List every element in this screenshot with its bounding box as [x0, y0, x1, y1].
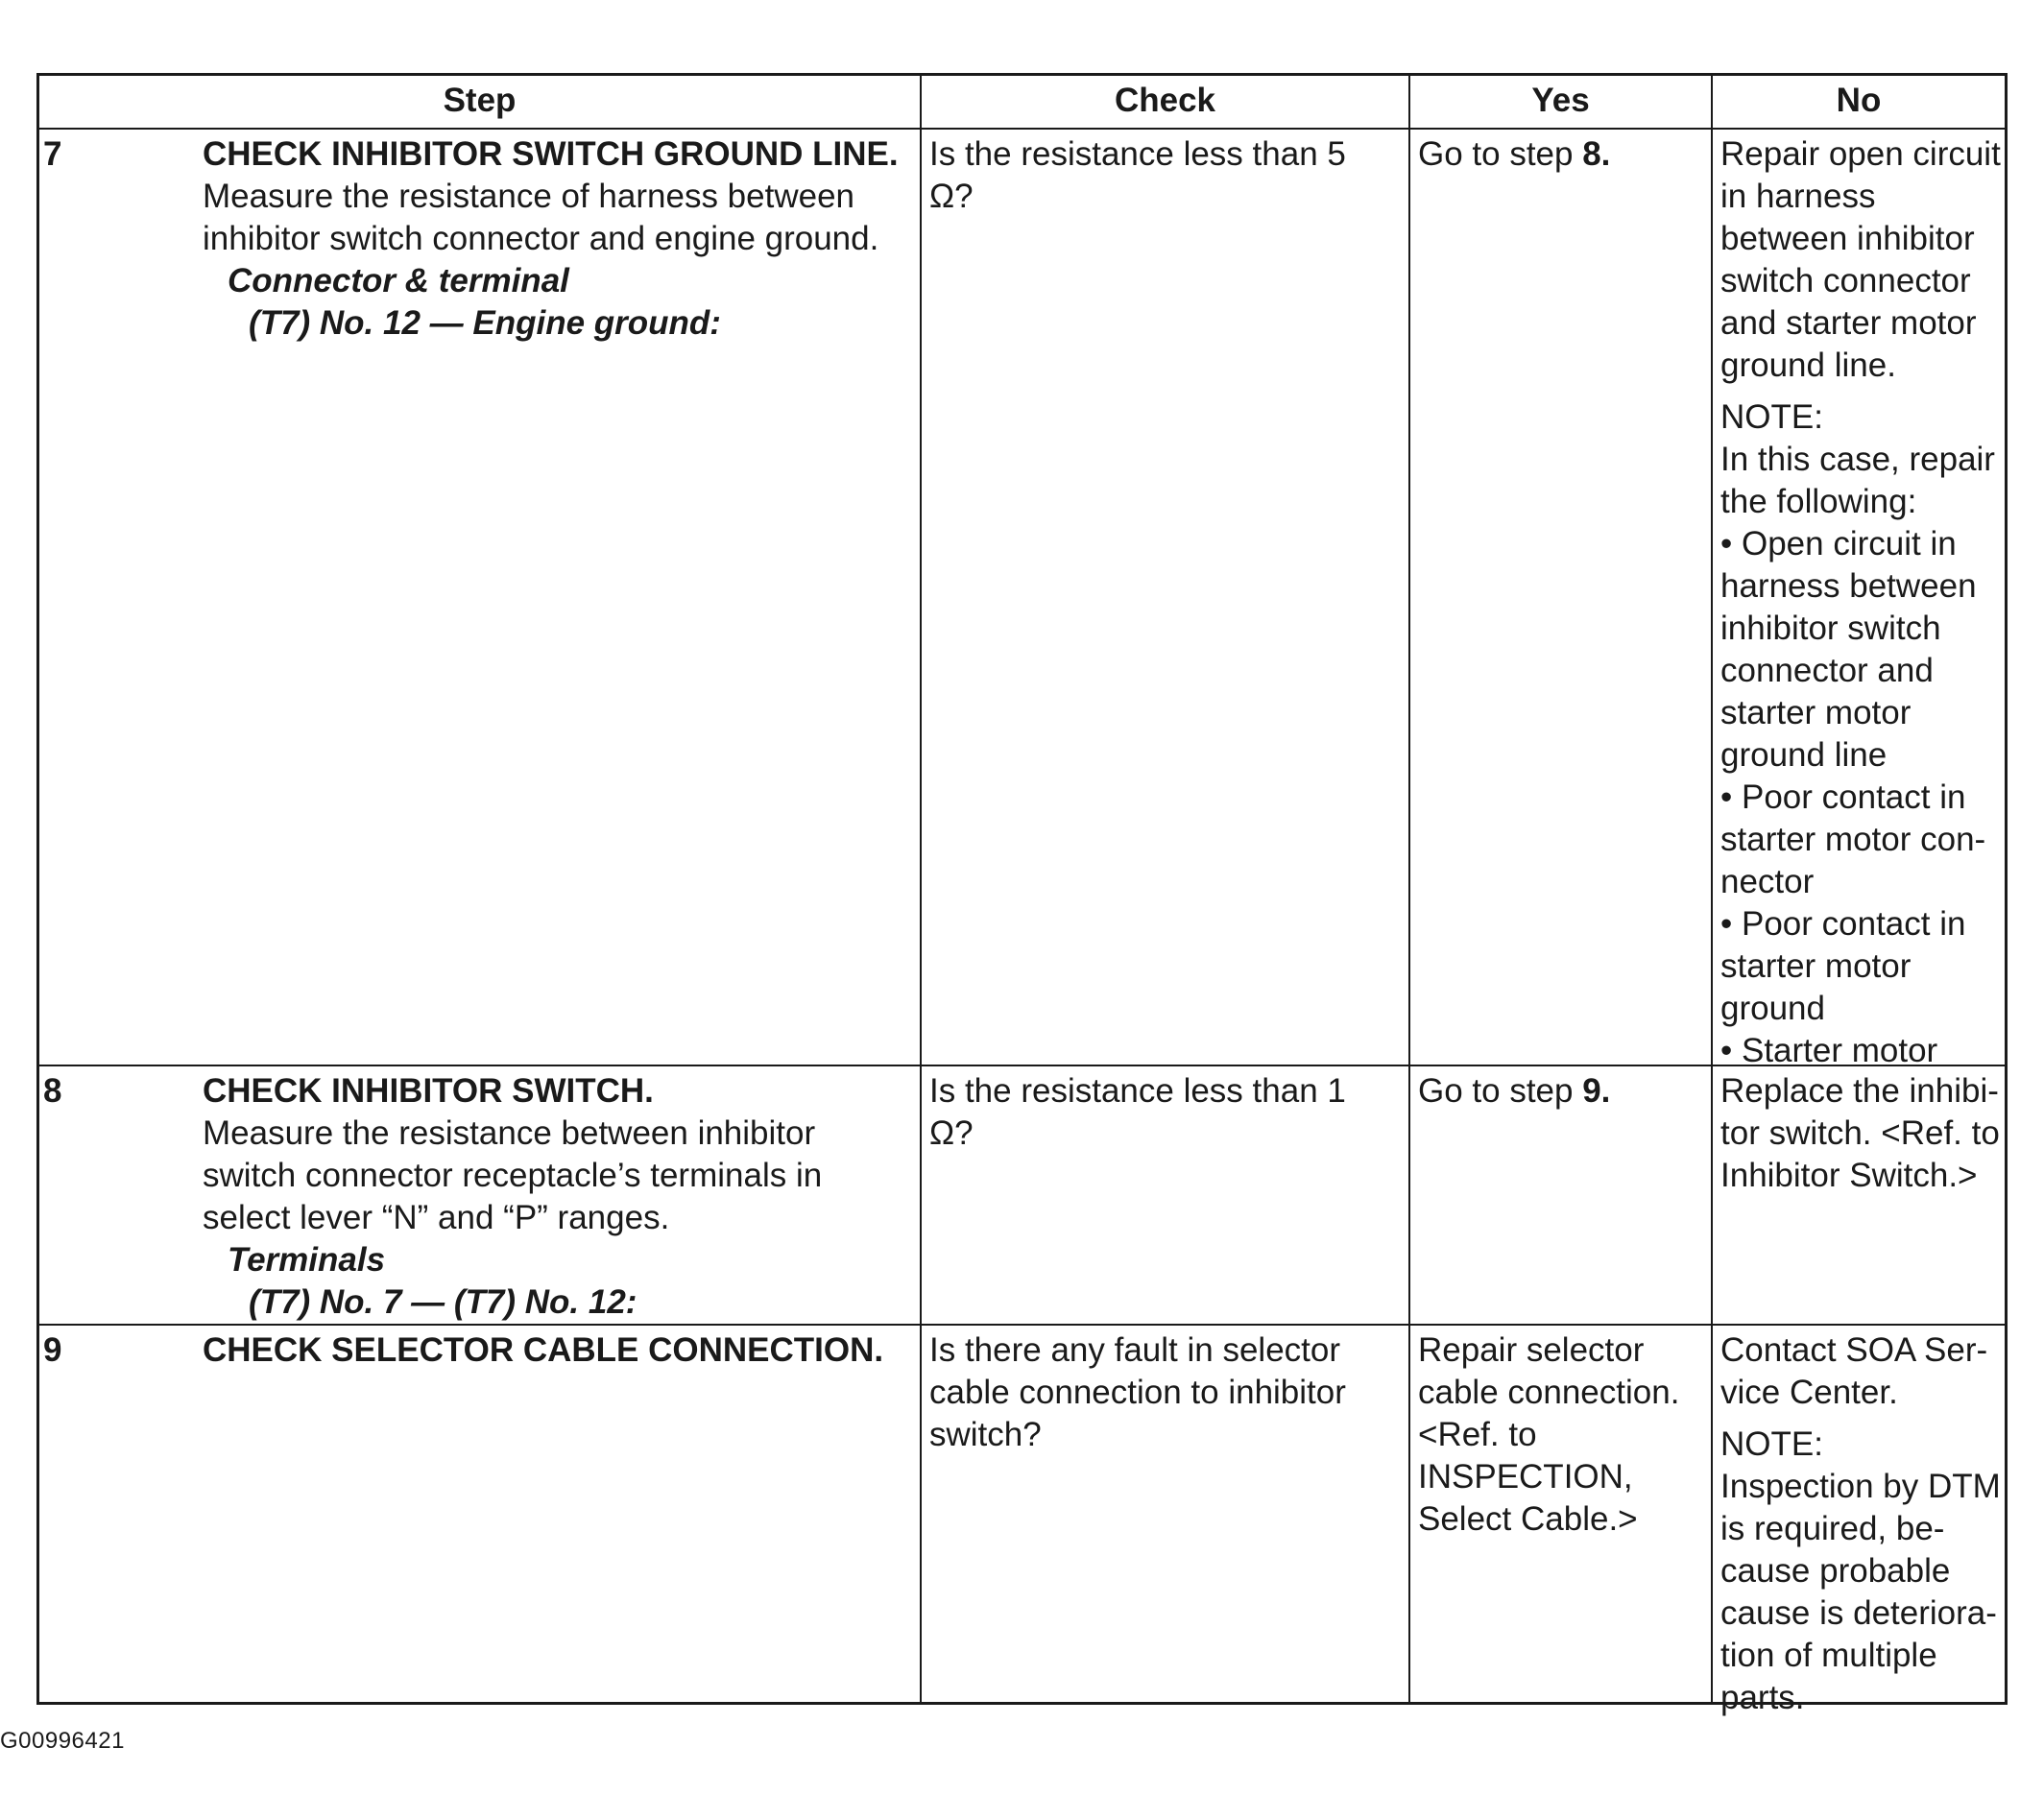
step-cell — [39, 130, 920, 1065]
bullet-line: starter motor con- — [1720, 821, 1986, 858]
yes-cell — [1408, 1066, 1711, 1324]
step-cell — [39, 1326, 920, 1702]
note-label: NOTE: — [1720, 398, 1823, 436]
step-spec: (T7) No. 7 — (T7) No. 12: — [249, 1283, 637, 1321]
bullet-line: • Poor contact in — [1720, 778, 1966, 816]
yes-text: Go to step — [1418, 135, 1583, 173]
no-text-line: Inhibitor Switch.> — [1720, 1157, 1978, 1194]
step-number: 7 — [43, 135, 62, 173]
bullet-line: ground — [1720, 990, 1825, 1027]
yes-text-line: Repair selector — [1418, 1331, 1645, 1369]
step-body — [203, 1070, 916, 1324]
no-text-line: vice Center. — [1720, 1374, 1898, 1411]
step-title: CHECK INHIBITOR SWITCH. — [203, 1072, 654, 1110]
no-text-line: in harness — [1720, 178, 1876, 215]
bullet-line: inhibitor switch — [1720, 610, 1941, 647]
bullet-line: nector — [1720, 863, 1815, 900]
note-text-line: cause is deteriora- — [1720, 1594, 1997, 1632]
check-cell — [920, 1326, 1408, 1702]
note-text-line: is required, be- — [1720, 1510, 1945, 1547]
no-text-line: tor switch. <Ref. to — [1720, 1114, 2000, 1152]
no-cell — [1711, 1326, 2005, 1716]
bullet-line: starter motor — [1720, 694, 1912, 731]
bullet-line: • Open circuit in — [1720, 525, 1957, 562]
step-subheading: Connector & terminal — [228, 262, 569, 299]
step-spec: (T7) No. 12 — Engine ground: — [249, 304, 721, 342]
step-text-line: select lever “N” and “P” ranges. — [203, 1199, 670, 1236]
check-cell — [920, 1066, 1408, 1324]
step-body — [203, 133, 916, 345]
figure-reference-id: G00996421 — [0, 1728, 125, 1754]
note-bullet — [1720, 523, 2003, 777]
check-text-line: Ω? — [929, 178, 974, 215]
table-row — [39, 1066, 2005, 1326]
check-text-line: cable connection to inhibitor — [929, 1374, 1346, 1411]
table-header-row — [39, 76, 2005, 130]
yes-cell — [1408, 1326, 1711, 1702]
bullet-line: starter motor — [1720, 947, 1912, 985]
step-text-line: switch connector receptacle’s terminals in — [203, 1157, 823, 1194]
step-cell — [39, 1066, 920, 1324]
no-text-line: ground line. — [1720, 347, 1896, 384]
note-text-line: tion of multiple — [1720, 1637, 1937, 1674]
table-row — [39, 1326, 2005, 1716]
note-bullet — [1720, 777, 2003, 903]
step-body — [203, 1329, 916, 1372]
note-text-line: Inspection by DTM — [1720, 1468, 2001, 1505]
note-text-line: the following: — [1720, 483, 1917, 520]
bullet-line: • Starter motor — [1720, 1032, 1938, 1069]
note-bullet — [1720, 903, 2003, 1030]
diagnostic-table — [36, 73, 2008, 1716]
yes-step-link: 8. — [1582, 135, 1611, 173]
yes-step-link: 9. — [1582, 1072, 1611, 1110]
bullet-line: connector and — [1720, 652, 1934, 689]
check-text-line: Is the resistance less than 1 — [929, 1072, 1346, 1110]
step-number: 9 — [43, 1331, 62, 1369]
header-no: No — [1711, 76, 2005, 128]
step-text-line: Measure the resistance between inhibitor — [203, 1114, 816, 1152]
yes-text-line: Select Cable.> — [1418, 1500, 1638, 1538]
no-text-line: switch connector — [1720, 262, 1971, 299]
yes-text: Go to step — [1418, 1072, 1583, 1110]
step-text-line: inhibitor switch connector and engine ground. — [203, 220, 879, 257]
no-text-line: Contact SOA Ser- — [1720, 1331, 1988, 1369]
check-cell — [920, 130, 1408, 1065]
step-title: CHECK SELECTOR CABLE CONNECTION. — [203, 1331, 884, 1369]
yes-text-line: <Ref. to — [1418, 1416, 1537, 1453]
note-text-line: cause probable — [1720, 1552, 1951, 1590]
no-cell — [1711, 1066, 2005, 1324]
header-check: Check — [920, 76, 1408, 128]
check-text-line: Ω? — [929, 1114, 974, 1152]
bullet-line: harness between — [1720, 567, 1977, 605]
header-step: Step — [443, 82, 517, 119]
no-text-line: Replace the inhibi- — [1720, 1072, 1999, 1110]
yes-text-line: INSPECTION, — [1418, 1458, 1633, 1496]
no-text-line: between inhibitor — [1720, 220, 1975, 257]
note-label: NOTE: — [1720, 1425, 1823, 1463]
check-text-line: Is the resistance less than 5 — [929, 135, 1346, 173]
no-text-line: and starter motor — [1720, 304, 1977, 342]
note-text-line: In this case, repair — [1720, 441, 1995, 478]
yes-text-line: cable connection. — [1418, 1374, 1680, 1411]
note-text-line: parts. — [1720, 1679, 1805, 1716]
check-text-line: switch? — [929, 1416, 1042, 1453]
step-number: 8 — [43, 1072, 62, 1110]
step-subheading: Terminals — [228, 1241, 386, 1279]
table-row — [39, 130, 2005, 1069]
bullet-line: • Poor contact in — [1720, 905, 1966, 943]
bullet-line: ground line — [1720, 736, 1888, 774]
check-text-line: Is there any fault in selector — [929, 1331, 1340, 1369]
no-text-line: Repair open circuit — [1720, 135, 2001, 173]
yes-cell — [1408, 130, 1711, 1065]
step-text-line: Measure the resistance of harness between — [203, 178, 854, 215]
step-title: CHECK INHIBITOR SWITCH GROUND LINE. — [203, 135, 899, 173]
header-yes: Yes — [1408, 76, 1711, 128]
no-cell — [1711, 130, 2005, 1069]
